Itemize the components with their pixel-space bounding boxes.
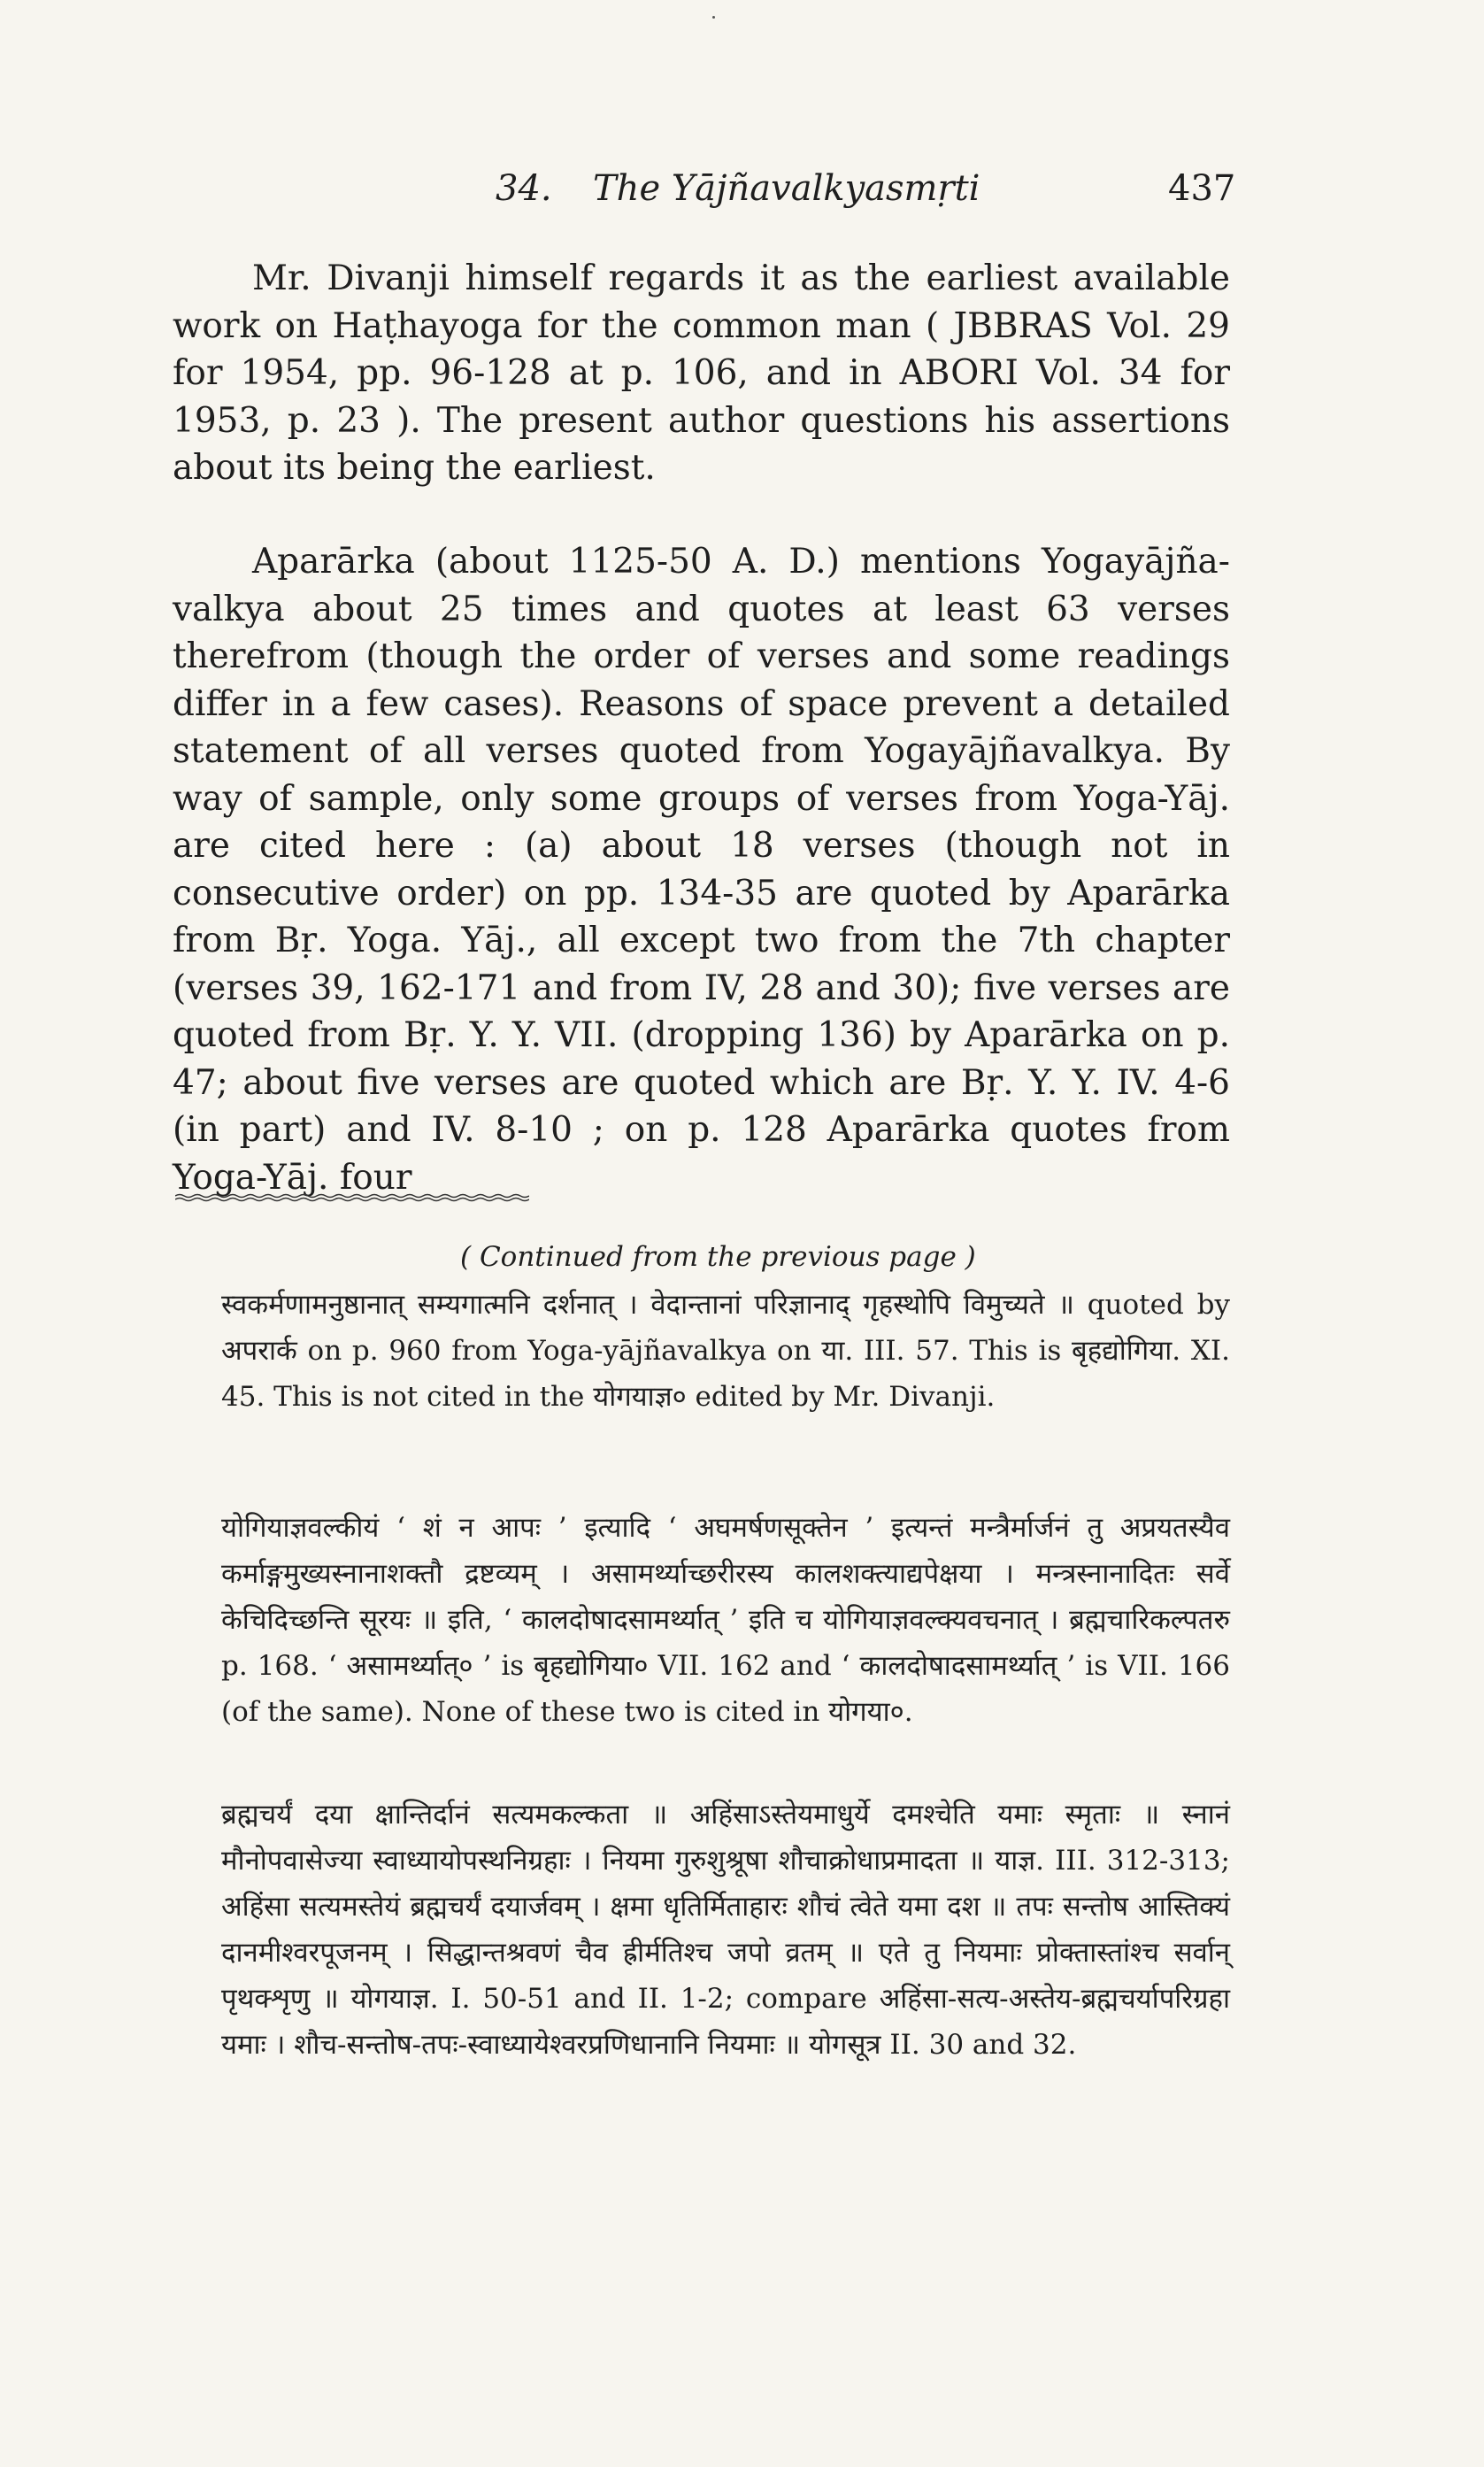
page-number: 437 (1168, 168, 1236, 209)
running-header (496, 168, 1239, 221)
footnote-separator (175, 1193, 529, 1202)
footnote-block: स्वकर्मणामनुष्ठानात् सम्यगात्मनि दर्शनात् । वेदान्तानां परिज्ञानाद् गृहस्थोपि विमुच्यते ॥ quoted by अपरार्क on p. 960 from Yoga-yājñavalkya on या. III. 57. This is बृहद्योगिया. XI. 45. This is not cited in the योगयाज्ञ० edited by Mr. Divanji. (221, 1289, 1230, 1413)
body-paragraph: Mr. Divanji himself regards it as the earliest available work on Haṭhayoga for the common man ( JBBRAS Vol. 29 for 1954, pp. 96-128 at p. 106, and in ABORI Vol. 34 for 1953, p. 23 ). The present author questions his assertions about its being the earliest. (173, 258, 1230, 488)
print-speck (712, 16, 715, 19)
body-paragraph: Aparārka (about 1125-50 A. D.) mentions Yogayājña-valkya about 25 times and quotes at least 63 verses therefrom (though the order of verses and some readings differ in a few cases). Reasons of space prevent a detailed statement of all verses quoted from Yogayājñavalkya. By way of sample, only some groups of verses from Yoga-Yāj. are cited here : (a) about 18 verses (though not in consecutive order) on pp. 134-35 are quoted by Aparārka from Bṛ. Yoga. Yāj., all except two from the 7th chapter (verses 39, 162-171 and from IV, 28 and 30); five verses are quoted from Bṛ. Y. Y. VII. (dropping 136) by Aparārka on p. 47; about five verses are quoted which are Bṛ. Y. Y. IV. 4-6 (in part) and IV. 8-10 ; on p. 128 Aparārka quotes from Yoga-Yāj. four (173, 542, 1230, 1198)
footnote-block: ब्रह्मचर्यं दया क्षान्तिर्दानं सत्यमकल्कता ॥ अहिंसाऽस्तेयमाधुर्ये दमश्चेति यमाः स्मृताः ॥ स्नानं मौनोपवासेज्या स्वाध्यायोपस्थनिग्रहाः । नियमा गुरुशुश्रूषा शौचाक्रोधाप्रमादता ॥ याज्ञ. III. 312-313; अहिंसा सत्यमस्तेयं ब्रह्मचर्यं दयार्जवम् । क्षमा धृतिर्मिताहारः शौचं त्वेते यमा दश ॥ तपः सन्तोष आस्तिक्यं दानमीश्वरपूजनम् । सिद्धान्तश्रवणं चैव ह्रीर्मतिश्च जपो व्रतम् ॥ एते तु नियमाः प्रोक्तास्तांश्च सर्वान् पृथक्शृणु ॥ योगयाज्ञ. I. 50-51 and II. 1-2; compare अहिंसा-सत्य-अस्तेय-ब्रह्मचर्यापरिग्रहा यमाः । शौच-सन्तोष-तपः-स्वाध्यायेश्वरप्रणिधानानि नियमाः ॥ योगसूत्र II. 30 and 32. (221, 1799, 1230, 2061)
running-title: The Yājñavalkyasmṛti (593, 168, 980, 209)
footnote-continued-label: ( Continued from the previous page ) (460, 1241, 976, 1273)
footnote-block: योगियाज्ञवल्कीयं ‘ शं न आपः ’ इत्यादि ‘ अघमर्षणसूक्तेन ’ इत्यन्तं मन्त्रैर्मार्जनं तु अप्रयतस्यैव कर्माङ्गमुख्यस्नानाशक्तौ द्रष्टव्यम् । असामर्थ्याच्छरीरस्य कालशक्त्याद्यपेक्षया । मन्त्रस्नानादितः सर्वे केचिदिच्छन्ति सूरयः ॥ इति, ‘ कालदोषादसामर्थ्यात् ’ इति च योगियाज्ञवल्क्यवचनात् । ब्रह्मचारिकल्पतरु p. 168. ‘ असामर्थ्यात्० ’ is बृहद्योगिया० VII. 162 and ‘ कालदोषादसामर्थ्यात् ’ is VII. 166 (of the same). None of these two is cited in योगया०. (221, 1512, 1230, 1728)
section-number: 34. (496, 168, 552, 209)
